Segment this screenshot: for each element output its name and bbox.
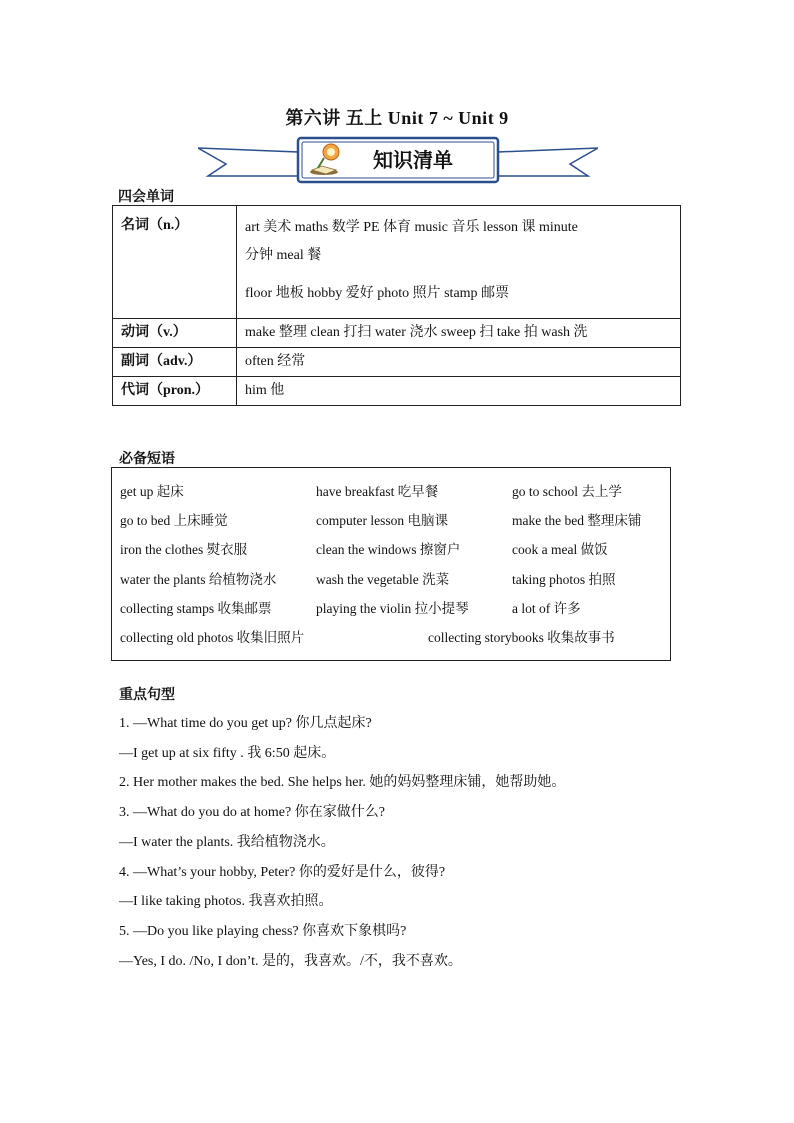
- pos-cell: 动词（v.）: [113, 319, 237, 348]
- phrase-item: go to bed 上床睡觉: [120, 513, 228, 528]
- phrase-item: wash the vegetable 洗菜: [316, 572, 450, 587]
- word-line: floor 地板 hobby 爱好 photo 照片 stamp 邮票: [245, 286, 510, 301]
- sentences-heading: 重点句型: [119, 688, 175, 703]
- phrase-item: computer lesson 电脑课: [316, 513, 448, 528]
- sentence-line: 5. —Do you like playing chess? 你喜欢下象棋吗?: [119, 924, 407, 939]
- vocab-heading: 四会单词: [118, 190, 174, 205]
- word-line: art 美术 maths 数学 PE 体育 music 音乐 lesson 课 minute: [245, 220, 578, 235]
- phrase-item: cook a meal 做饭: [512, 542, 608, 557]
- sentence-line: 3. —What do you do at home? 你在家做什么?: [119, 805, 385, 820]
- phrase-item: collecting storybooks 收集故事书: [428, 630, 615, 645]
- table-row: [113, 377, 681, 406]
- table-row: [113, 206, 681, 319]
- phrases-heading: 必备短语: [119, 452, 175, 467]
- pos-cell: 副词（adv.）: [113, 348, 237, 377]
- phrase-item: clean the windows 擦窗户: [316, 542, 461, 557]
- phrase-item: water the plants 给植物浇水: [120, 572, 277, 587]
- phrase-item: collecting old photos 收集旧照片: [120, 630, 305, 645]
- words-cell: [237, 206, 681, 319]
- page-title: 第六讲 五上 Unit 7 ~ Unit 9: [285, 108, 509, 128]
- phrase-item: playing the violin 拉小提琴: [316, 601, 469, 616]
- words-cell: make 整理 clean 打扫 water 浇水 sweep 扫 take 拍 wash 洗: [237, 319, 681, 348]
- pos-cell: 代词（pron.）: [113, 377, 237, 406]
- banner-text: 知识清单: [373, 148, 453, 172]
- phrase-item: get up 起床: [120, 484, 184, 499]
- sentence-line: —I get up at six fifty . 我 6:50 起床。: [119, 746, 336, 761]
- pos-cell: 名词（n.）: [113, 206, 237, 319]
- phrases-box: [111, 467, 671, 661]
- title-banner: [198, 136, 598, 192]
- phrase-item: make the bed 整理床铺: [512, 513, 642, 528]
- word-line: 分钟 meal 餐: [245, 248, 322, 263]
- sentence-line: —I like taking photos. 我喜欢拍照。: [119, 894, 333, 909]
- sentence-line: 4. —What’s your hobby, Peter? 你的爱好是什么，彼得?: [119, 865, 446, 880]
- words-cell: him 他: [237, 377, 681, 406]
- vocab-table: [112, 205, 681, 406]
- phrase-item: collecting stamps 收集邮票: [120, 601, 272, 616]
- phrase-item: a lot of 许多: [512, 601, 581, 616]
- phrase-item: go to school 去上学: [512, 484, 622, 499]
- table-row: [113, 348, 681, 377]
- sentence-line: 1. —What time do you get up? 你几点起床?: [119, 716, 372, 731]
- sentence-line: —I water the plants. 我给植物浇水。: [119, 835, 335, 850]
- phrase-item: taking photos 拍照: [512, 572, 616, 587]
- phrase-item: have breakfast 吃早餐: [316, 484, 439, 499]
- words-cell: often 经常: [237, 348, 681, 377]
- sentence-line: 2. Her mother makes the bed. She helps her. 她的妈妈整理床铺，她帮助她。: [119, 775, 566, 790]
- table-row: [113, 319, 681, 348]
- sentence-line: —Yes, I do. /No, I don’t. 是的，我喜欢。/不，我不喜欢。: [119, 954, 462, 969]
- phrase-item: iron the clothes 熨衣服: [120, 542, 248, 557]
